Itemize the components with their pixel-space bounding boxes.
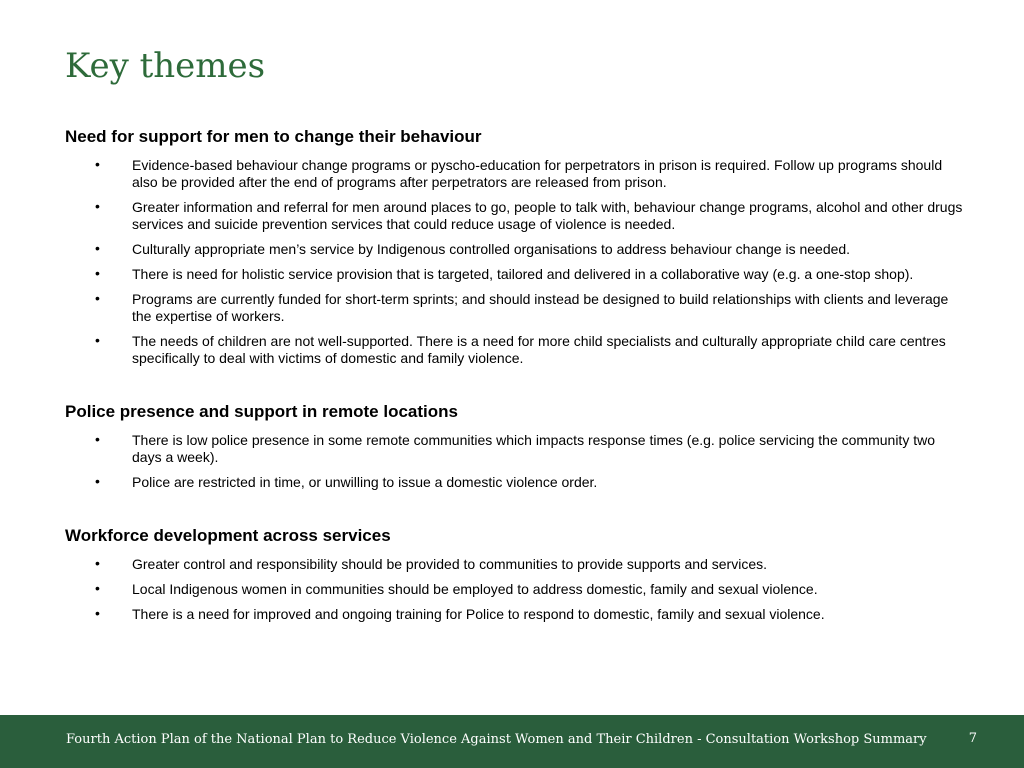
bullet-icon: •: [95, 198, 100, 214]
bullet-list: [65, 157, 965, 367]
bullet-icon: •: [95, 156, 100, 172]
list-item-text: Evidence-based behaviour change programs or pyscho-education for perpetrators in prison is required. Follow up programs should also be provided after the end of programs after perpetrators are released from prison.: [132, 157, 943, 190]
bullet-list: [65, 432, 965, 491]
list-item-text: There is a need for improved and ongoing training for Police to respond to domestic, family and sexual violence.: [132, 606, 825, 622]
section-men-behaviour-support: [65, 126, 965, 367]
bullet-icon: •: [95, 580, 100, 596]
page-number: 7: [968, 731, 977, 746]
list-item: [65, 474, 965, 491]
list-item: [65, 199, 965, 233]
bullet-icon: •: [95, 290, 100, 306]
list-item-text: Local Indigenous women in communities should be employed to address domestic, family and sexual violence.: [132, 581, 818, 597]
list-item: [65, 606, 965, 623]
bullet-icon: •: [95, 473, 100, 489]
list-item: [65, 157, 965, 191]
list-item-text: Culturally appropriate men’s service by Indigenous controlled organisations to address behaviour change is needed.: [132, 241, 851, 257]
footer-bar: [0, 715, 1024, 768]
page-title: Key themes: [65, 46, 266, 86]
slide-content: [65, 126, 965, 657]
list-item-text: There is need for holistic service provision that is targeted, tailored and delivered in a collaborative way (e.g. a one-stop shop).: [132, 266, 914, 282]
section-heading: Need for support for men to change their behaviour: [65, 127, 482, 146]
bullet-icon: •: [95, 431, 100, 447]
list-item: [65, 333, 965, 367]
list-item-text: Programs are currently funded for short-term sprints; and should instead be designed to build relationships with clients and leverage the expertise of workers.: [132, 291, 949, 324]
list-item: [65, 241, 965, 258]
section-heading: Workforce development across services: [65, 526, 391, 545]
section-heading: Police presence and support in remote locations: [65, 402, 458, 421]
bullet-list: [65, 556, 965, 623]
list-item: [65, 432, 965, 466]
bullet-icon: •: [95, 265, 100, 281]
list-item-text: Police are restricted in time, or unwilling to issue a domestic violence order.: [132, 474, 598, 490]
section-workforce-development: [65, 525, 965, 623]
bullet-icon: •: [95, 555, 100, 571]
list-item: [65, 266, 965, 283]
bullet-icon: •: [95, 240, 100, 256]
section-police-remote: [65, 401, 965, 491]
bullet-icon: •: [95, 605, 100, 621]
list-item: [65, 581, 965, 598]
list-item: [65, 556, 965, 573]
footer-text: Fourth Action Plan of the National Plan to Reduce Violence Against Women and Their Children - Consultation Workshop Summary: [66, 732, 927, 747]
list-item-text: Greater information and referral for men around places to go, people to talk with, behaviour change programs, alcohol and other drugs services and suicide prevention services that could reduce usage of violence is needed.: [132, 199, 963, 232]
list-item: [65, 291, 965, 325]
list-item-text: The needs of children are not well-supported. There is a need for more child specialists and culturally appropriate child care centres specifically to deal with victims of domestic and family violence.: [132, 333, 946, 366]
list-item-text: There is low police presence in some remote communities which impacts response times (e.g. police servicing the community two days a week).: [132, 432, 935, 465]
bullet-icon: •: [95, 332, 100, 348]
list-item-text: Greater control and responsibility should be provided to communities to provide supports and services.: [132, 556, 767, 572]
